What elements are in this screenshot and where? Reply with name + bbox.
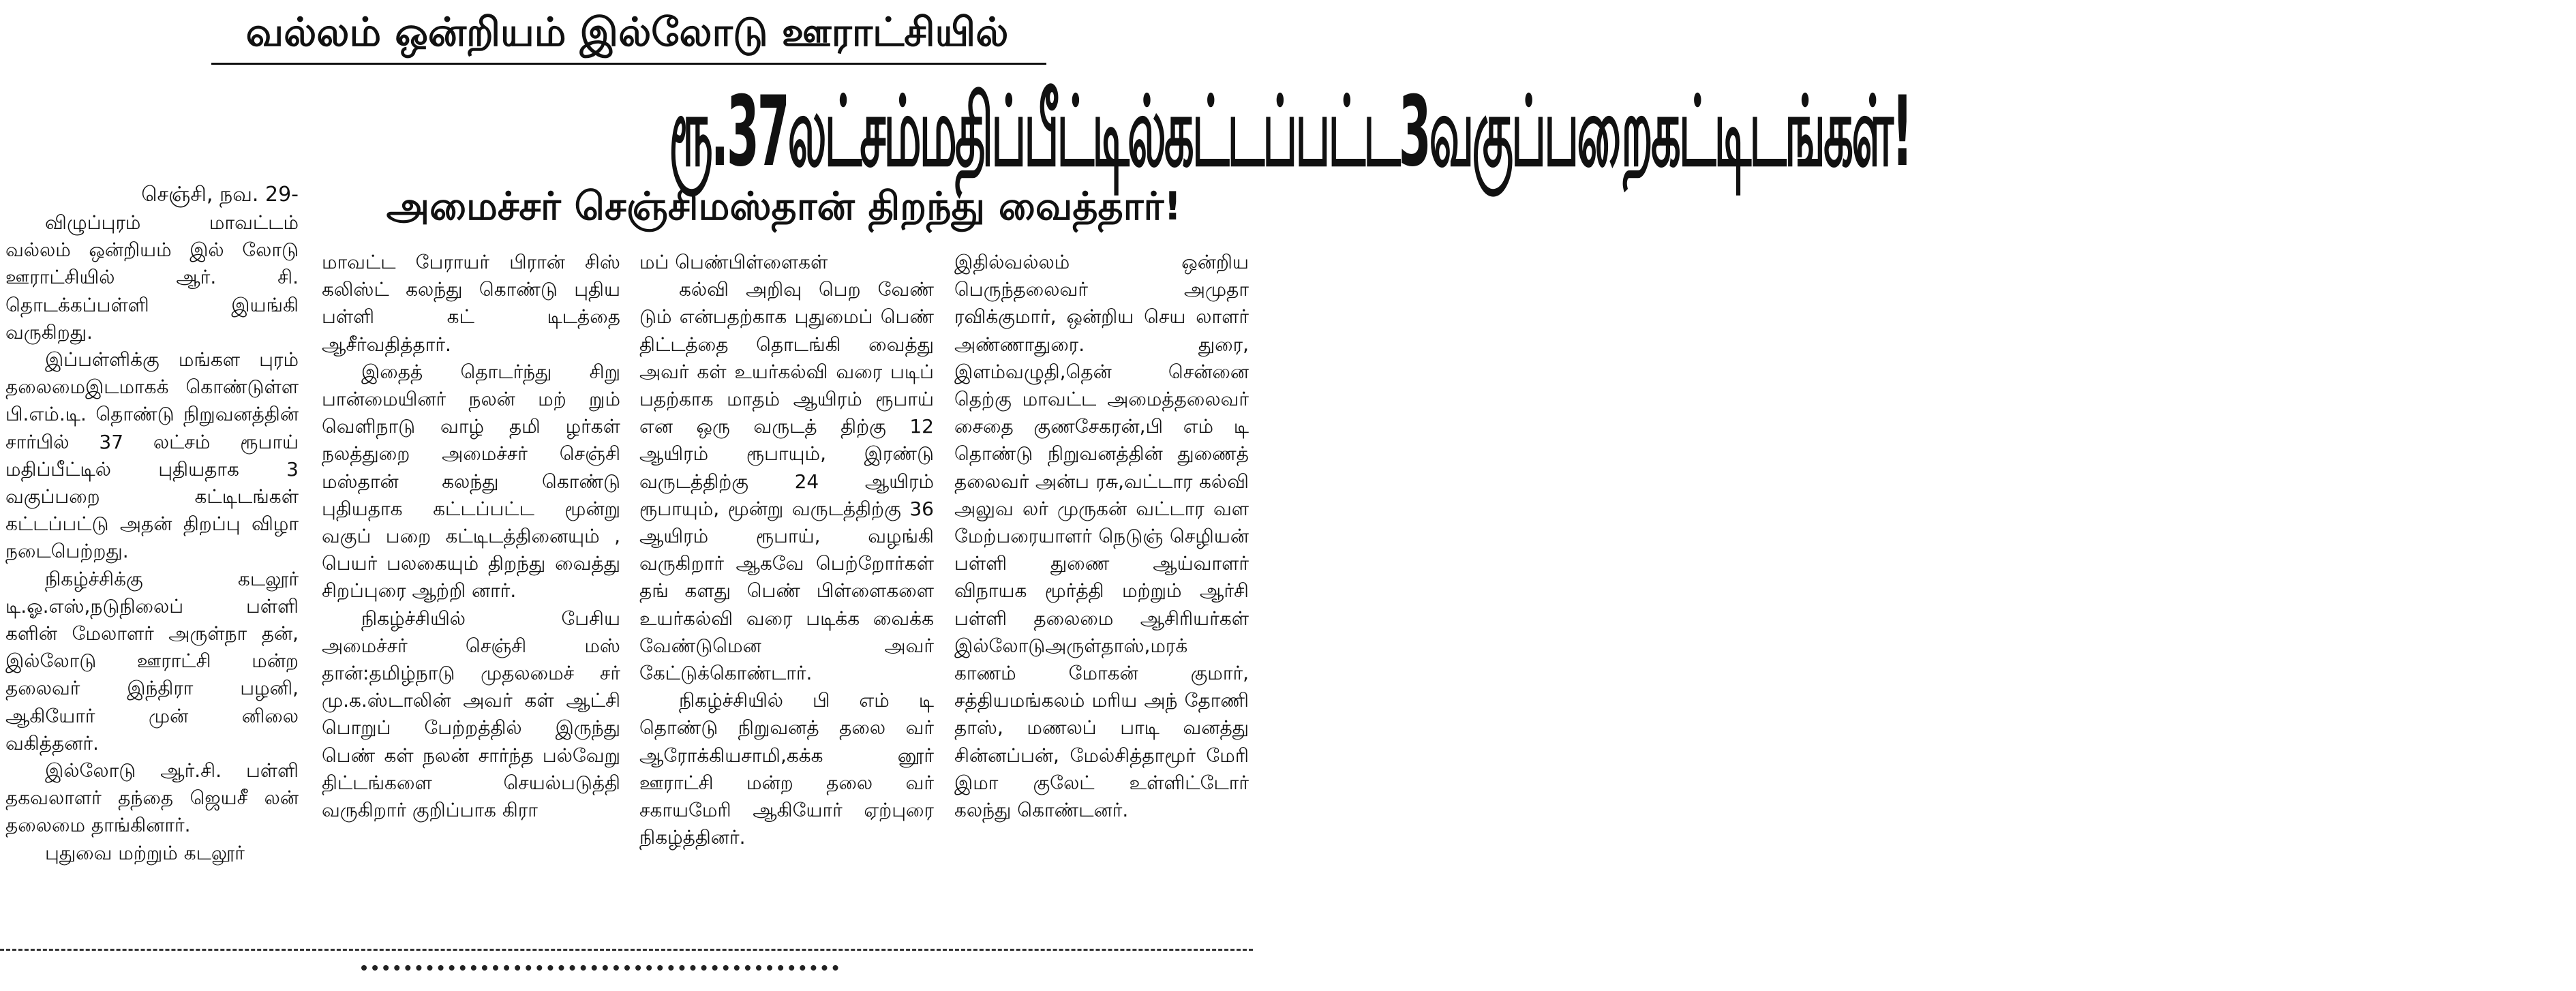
- article-headline: ரூ.37லட்சம்மதிப்பீட்டில்கட்டப்பட்ட3வகுப்பறைகட்டிடங்கள்!: [669, 76, 1911, 188]
- article-headline-box: [4, 76, 1911, 188]
- article-column-3: [639, 249, 934, 941]
- article-column-4: [954, 249, 1249, 941]
- article-column-1: [5, 209, 299, 942]
- next-headline-cutoff: [361, 961, 838, 972]
- paragraph: மப் பெண்பிள்ளைகள்: [639, 251, 828, 273]
- paragraph: இதில்வல்லம் ஒன்றிய பெருந்தலைவர் அமுதா ரவிக்குமார், ஒன்றிய செய லாளர் அண்ணாதுரை. துரை, இளம்வழுதி,தென் சென்னை தெற்கு மாவட்ட அமைத்தலைவர் சைதை குணசேகரன்,பி எம் டி தொண்டு நிறுவனத்தின் துணைத் தலைவர் அன்ப ரசு,வட்டார கல்வி அலுவ லர் முருகன் வட்டார வள மேற்பரையாளர் நெடுஞ் செழியன் பள்ளி துணை ஆய்வாளர் விநாயக மூர்த்தி மற்றும் ஆர்சி பள்ளி தலைமை ஆசிரியர்கள் இல்லோடுஅருள்தாஸ்,மரக் காணம் மோகன் குமார், சத்தியமங்கலம் மரிய அந் தோணி தாஸ், மணலப் பாடி வனத்து சின்னப்பன், மேல்சித்தாமூர் மேரி இமா குலேட் உள்ளிட்டோர் கலந்து கொண்டனர்.: [954, 251, 1249, 822]
- article-kicker: வல்லம் ஒன்றியம் இல்லோடு ஊராட்சியில்: [245, 9, 1009, 55]
- paragraph: நிகழ்ச்சியில் பேசிய அமைச்சர் செஞ்சி மஸ் தான்:தமிழ்நாடு முதலமைச் சர் மு.க.ஸ்டாலின் அவர் கள் ஆட்சி பொறுப் பேற்றத்தில் இருந்து பெண் கள் நலன் சார்ந்த பல்வேறு திட்டங்களை செயல்படுத்தி வருகிறார் குறிப்பாக கிரா: [322, 607, 620, 822]
- paragraph: இப்பள்ளிக்கு மங்கள புரம் தலைமைஇடமாகக் கொண்டுள்ள பி.எம்.டி. தொண்டு நிறுவனத்தின் சார்பில் 37 லட்சம் ரூபாய் மதிப்பீட்டில் புதியதாக 3 வகுப்பறை கட்டிடங்கள் கட்டப்பட்டு அதன் திறப்பு விழா நடைபெற்றது.: [5, 348, 299, 563]
- paragraph: இதைத் தொடர்ந்து சிறு பான்மையினர் நலன் மற் றும் வெளிநாடு வாழ் தமி ழர்கள் நலத்துறை அமைச்சர் செஞ்சி மஸ்தான் கலந்து கொண்டு புதியதாக கட்டப்பட்ட மூன்று வகுப் பறை கட்டிடத்தினையும் , பெயர் பலகையும் திறந்து வைத்து சிறப்புரை ஆற்றி னார்.: [322, 360, 620, 603]
- paragraph: நிகழ்ச்சியில் பி எம் டி தொண்டு நிறுவனத் தலை வர் ஆரோக்கியசாமி,கக்க னூர் ஊராட்சி மன்ற தலை வர் சகாயமேரி ஆகியோர் ஏற்புரை நிகழ்த்தினர்.: [639, 689, 934, 849]
- paragraph: இல்லோடு ஆர்.சி. பள்ளி தகவலாளர் தந்தை ஜெயசீ லன் தலைமை தாங்கினார்.: [5, 759, 299, 837]
- paragraph: நிகழ்ச்சிக்கு கடலூர் டி.ஓ.எஸ்,நடுநிலைப் பள்ளி களின் மேலாளர் அருள்நா தன், இல்லோடு ஊராட்சி மன்ற தலைவர் இந்திரா பழனி, ஆகியோர் முன் னிலை வகித்தனர்.: [5, 567, 299, 754]
- article-subhead: அமைச்சர் செஞ்சிமஸ்தான் திறந்து வைத்தார்!: [386, 184, 1182, 229]
- kicker-underline: [211, 63, 1046, 65]
- paragraph: விழுப்புரம் மாவட்டம் வல்லம் ஒன்றியம் இல் லோடு ஊராட்சியில் ஆர். சி. தொடக்கப்பள்ளி இயங்கி வருகிறது.: [5, 211, 299, 344]
- paragraph: கல்வி அறிவு பெற வேண் டும் என்பதற்காக புதுமைப் பெண் திட்டத்தை தொடங்கி வைத்து அவர் கள் உயர்கல்வி வரை படிப் பதற்காக மாதம் ஆயிரம் ரூபாய் என ஒரு வருடத் திற்கு 12 ஆயிரம் ரூபாயும், இரண்டு வருடத்திற்கு 24 ஆயிரம் ரூபாயும், மூன்று வருடத்திற்கு 36 ஆயிரம் ரூபாய், வழங்கி வருகிறார் ஆகவே பெற்றோர்கள் தங் களது பெண் பிள்ளைகளை உயர்கல்வி வரை படிக்க வைக்க வேண்டுமென அவர் கேட்டுக்கொண்டார்.: [639, 278, 934, 685]
- dateline: செஞ்சி, நவ. 29-: [141, 183, 299, 207]
- article-column-2: [322, 249, 620, 941]
- paragraph: மாவட்ட பேராயர் பிரான் சிஸ் கலிஸ்ட் கலந்து கொண்டு புதிய பள்ளி கட் டிடத்தை ஆசீர்வதித்தார்.: [322, 251, 620, 356]
- paragraph: புதுவை மற்றும் கடலூர்: [45, 841, 245, 864]
- bottom-divider: [0, 949, 1253, 951]
